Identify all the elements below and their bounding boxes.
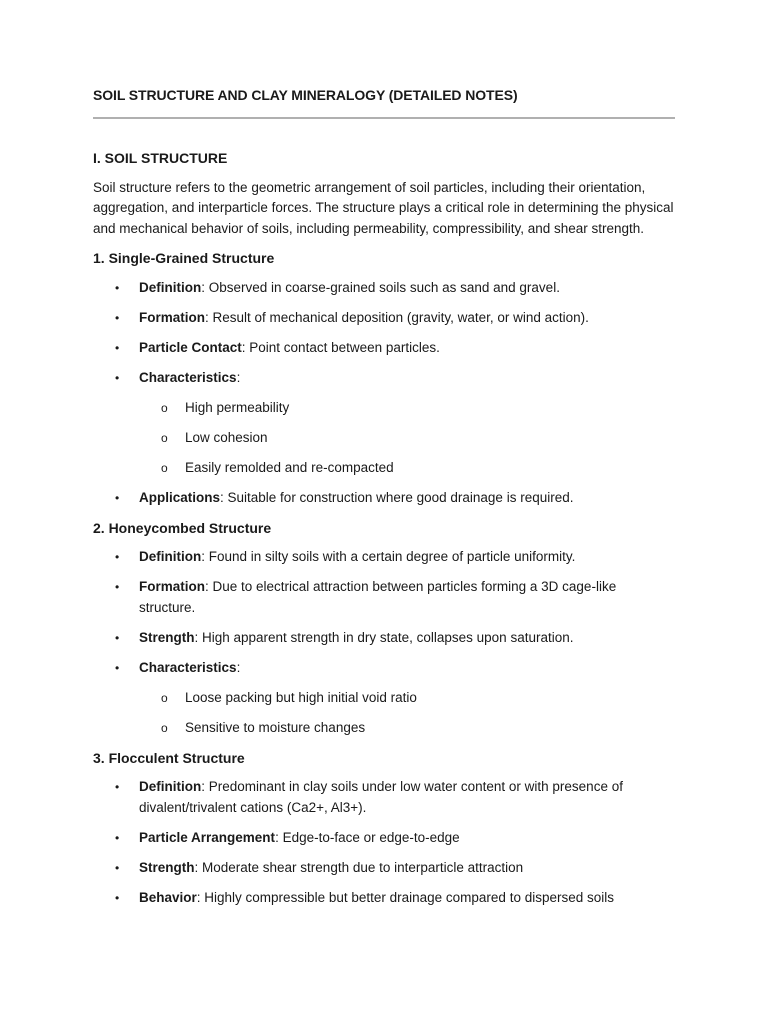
item-text: : Edge-to-face or edge-to-edge (275, 829, 460, 845)
list-item (93, 628, 675, 649)
item-text: : Predominant in clay soils under low water content or with presence of divalent/trivalent cations (Ca2+, Al3+). (139, 779, 623, 815)
item-text: : Observed in coarse-grained soils such as sand and gravel. (201, 279, 560, 295)
sub-list-item (139, 398, 675, 419)
bullet-icon: • (115, 580, 120, 594)
item-text: : Moderate shear strength due to interparticle attraction (194, 859, 524, 875)
item-term: Characteristics (139, 659, 237, 675)
item-term: Strength (139, 859, 195, 875)
bullet-icon: • (115, 860, 120, 875)
list-item (93, 888, 675, 909)
subsections (93, 248, 675, 908)
bullet-list (93, 547, 675, 738)
sub-item-text: Easily remolded and re-compacted (185, 459, 394, 475)
bullet-icon: • (115, 890, 120, 905)
bullet-icon: • (115, 780, 120, 794)
item-term: Characteristics (139, 369, 237, 385)
title-divider (93, 117, 675, 119)
sub-bullet-list (139, 398, 675, 479)
list-item (93, 308, 675, 329)
item-term: Strength (139, 629, 195, 645)
bullet-list (93, 777, 675, 908)
list-item (93, 338, 675, 359)
bullet-icon: • (115, 310, 120, 325)
item-text: : High apparent strength in dry state, collapses upon saturation. (194, 629, 574, 645)
list-item (93, 278, 675, 299)
document-body (93, 148, 675, 918)
item-text: : (236, 659, 241, 675)
sub-list-item (139, 428, 675, 449)
item-term: Formation (139, 579, 205, 594)
sub-item-text: High permeability (185, 399, 290, 415)
sub-item-text: Sensitive to moisture changes (185, 719, 366, 735)
item-text: : Suitable for construction where good drainage is required. (220, 489, 574, 505)
bullet-icon: • (115, 550, 120, 564)
bullet-icon: • (115, 830, 120, 845)
bullet-icon: • (115, 490, 120, 505)
subsection-heading: 2. Honeycombed Structure (93, 519, 272, 536)
sub-item-text: Loose packing but high initial void ratio (185, 689, 417, 705)
bullet-icon: • (115, 280, 120, 295)
item-term: Particle Arrangement (139, 829, 276, 845)
list-item (93, 368, 675, 479)
item-text: : Point contact between particles. (241, 339, 440, 355)
item-text: : Highly compressible but better drainage compared to dispersed soils (196, 889, 614, 905)
list-item (93, 577, 675, 618)
item-term: Definition (139, 779, 202, 794)
item-text: : Found in silty soils with a certain degree of particle uniformity. (201, 549, 576, 564)
sub-bullet-icon: o (161, 690, 168, 705)
subsection-heading: 1. Single-Grained Structure (93, 250, 275, 266)
document-title: SOIL STRUCTURE AND CLAY MINERALOGY (DETAILED NOTES) (93, 87, 518, 103)
sub-list-item (139, 718, 675, 739)
list-item (93, 488, 675, 509)
section-heading: I. SOIL STRUCTURE (93, 150, 228, 166)
item-text: : Result of mechanical deposition (gravity, water, or wind action). (205, 309, 589, 325)
item-term: Formation (139, 309, 205, 325)
item-term: Behavior (139, 889, 197, 905)
bullet-list (93, 278, 675, 509)
list-item (93, 777, 675, 818)
item-text: : (236, 369, 241, 385)
sub-bullet-icon: o (161, 400, 168, 415)
item-term: Definition (139, 279, 202, 295)
bullet-icon: • (115, 370, 120, 385)
subsection-heading: 3. Flocculent Structure (93, 749, 245, 766)
sub-list-item (139, 688, 675, 709)
list-item (93, 858, 675, 879)
sub-item-text: Low cohesion (185, 429, 268, 445)
sub-bullet-icon: o (161, 720, 168, 735)
sub-list-item (139, 458, 675, 479)
list-item (93, 547, 675, 568)
bullet-icon: • (115, 340, 120, 355)
sub-bullet-list (139, 688, 675, 739)
sub-bullet-icon: o (161, 430, 168, 445)
bullet-icon: • (115, 630, 120, 645)
item-term: Definition (139, 549, 202, 564)
list-item (93, 828, 675, 849)
item-text: : Due to electrical attraction between particles forming a 3D cage-like structure. (139, 579, 617, 615)
section-intro: Soil structure refers to the geometric arrangement of soil particles, including their orientation, aggregation, and interparticle forces. The structure plays a critical role in determining the physical and mechanical behavior of soils, including permeability, compressibility, and shear strength. (93, 179, 674, 236)
list-item (93, 658, 675, 739)
item-term: Particle Contact (139, 339, 242, 355)
sub-bullet-icon: o (161, 460, 168, 475)
item-term: Applications (139, 489, 221, 505)
bullet-icon: • (115, 660, 120, 675)
